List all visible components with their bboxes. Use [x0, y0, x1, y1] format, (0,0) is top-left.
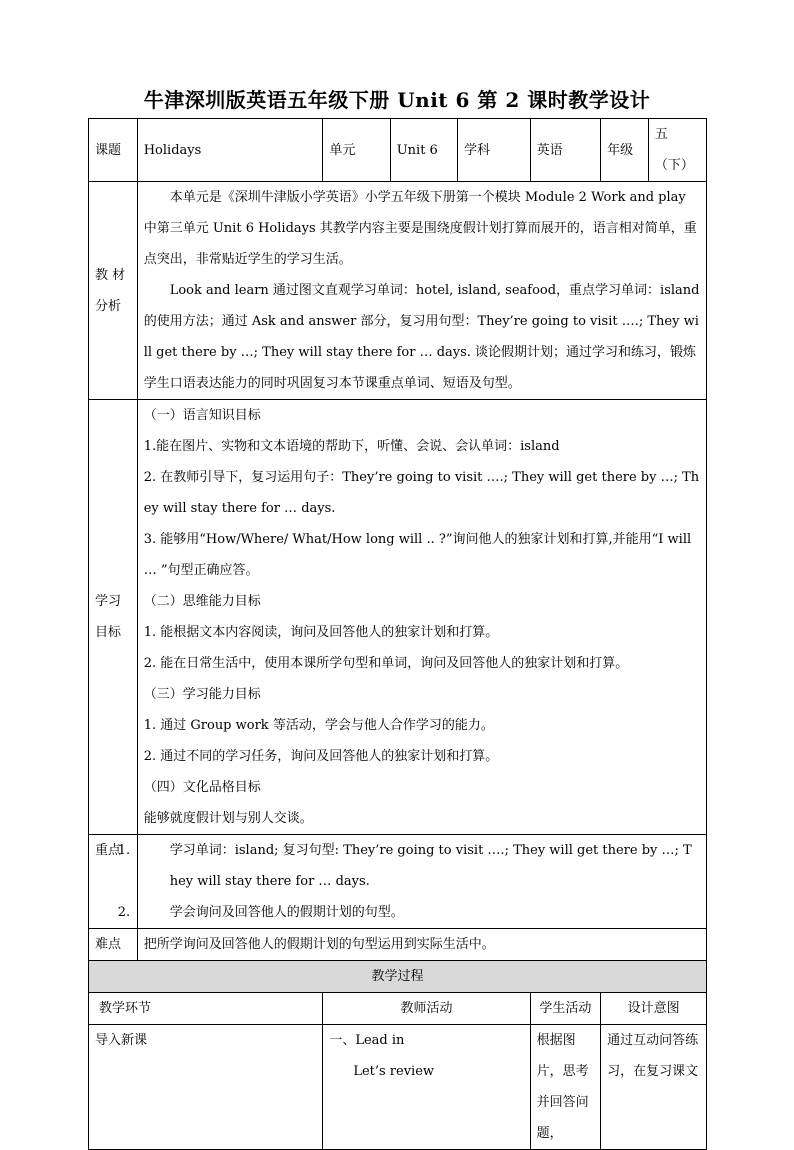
- objective-heading: （二）思维能力目标: [143, 594, 261, 609]
- grade-value: 五（下）: [648, 119, 706, 182]
- difficulty-row: [89, 929, 707, 961]
- process-header-row: [89, 961, 707, 993]
- key-point-text: 学习单词：island; 复习句型: They’re going to visit ….; They will get there by …; They will stay there for … days.: [169, 843, 692, 889]
- objective-item: 1.能在图片、实物和文本语境的帮助下，听懂、会说、会认单词：island: [143, 439, 560, 454]
- key-point-item: [117, 897, 700, 928]
- objective-item: 2. 在教师引导下，复习运用句子：They’re going to visit ….; They will get there by …; They will stay there for … days.: [143, 470, 700, 516]
- key-points-row: [89, 835, 707, 929]
- difficulty-label: 难点: [89, 929, 138, 961]
- objectives-row: [89, 400, 707, 835]
- process-teacher: [323, 1025, 530, 1150]
- process-header: 教学过程: [89, 961, 707, 993]
- subject-label: 学科: [458, 119, 531, 182]
- objective-heading: （四）文化品格目标: [143, 780, 261, 795]
- objective-item: 3. 能够用“How/Where/ What/How long will .. ?”询问他人的独家计划和打算,并能用“I will … ”句型正确应答。: [143, 532, 692, 578]
- column-teacher: 教师活动: [323, 993, 530, 1025]
- objectives-content: [137, 400, 706, 835]
- objective-item: 1. 能根据文本内容阅读，询问及回答他人的独家计划和打算。: [143, 625, 499, 640]
- lesson-plan-table: [88, 118, 707, 1150]
- teacher-activity-line: Let’s review: [353, 1064, 435, 1079]
- objective-heading: （一）语言知识目标: [143, 408, 261, 423]
- key-point-number: 2.: [117, 905, 131, 920]
- grade-label: 年级: [601, 119, 649, 182]
- column-student: 学生活动: [530, 993, 601, 1025]
- process-columns-row: [89, 993, 707, 1025]
- analysis-label: 教 材 分析: [89, 182, 138, 400]
- objective-item: 2. 通过不同的学习任务，询问及回答他人的独家计划和打算。: [143, 749, 499, 764]
- topic-label: 课题: [89, 119, 138, 182]
- analysis-content: [137, 182, 706, 400]
- column-stage: 教学环节: [89, 993, 323, 1025]
- subject-value: 英语: [530, 119, 601, 182]
- key-point-item: [117, 835, 700, 897]
- difficulty-content: 把所学询问及回答他人的假期计划的句型运用到实际生活中。: [137, 929, 706, 961]
- objective-item: 2. 能在日常生活中，使用本课所学句型和单词，询问及回答他人的独家计划和打算。: [143, 656, 629, 671]
- unit-value: Unit 6: [390, 119, 457, 182]
- analysis-row: [89, 182, 707, 400]
- key-points-content: [117, 835, 706, 929]
- objective-item: 1. 通过 Group work 等活动，学会与他人合作学习的能力。: [143, 718, 494, 733]
- analysis-paragraph: 本单元是《深圳牛津版小学英语》小学五年级下册第一个模块 Module 2 Work and play 中第三单元 Unit 6 Holidays 其教学内容主要是围绕度假计划打算而展开的，语言相对简单，重点突出，非常贴近学生的学习生活。: [143, 190, 697, 267]
- unit-label: 单元: [323, 119, 390, 182]
- objectives-label: 学习目标: [89, 400, 138, 835]
- teacher-activity-line: 一、Lead in: [329, 1033, 405, 1048]
- process-stage: 导入新课: [89, 1025, 323, 1150]
- objective-item: 能够就度假计划与别人交谈。: [143, 811, 313, 826]
- process-intent: 通过互动问答练习，在复习课文: [601, 1025, 707, 1150]
- analysis-paragraph: Look and learn 通过图文直观学习单词：hotel, island, seafood，重点学习单词：island 的使用方法；通过 Ask and answer 部分，复习用句型：They’re going to visit ….; They will get there by …; They will stay there for … days. 谈论假期计划；通过学习和练习，锻炼学生口语表达能力的同时巩固复习本节课重点单词、短语及句型。: [143, 283, 700, 391]
- column-intent: 设计意图: [601, 993, 707, 1025]
- key-point-text: 学会询问及回答他人的假期计划的句型。: [169, 905, 404, 920]
- key-points-label: 重点: [89, 835, 138, 929]
- info-row: [89, 119, 707, 182]
- topic-value: Holidays: [137, 119, 323, 182]
- key-point-number: 1.: [117, 843, 131, 858]
- objective-heading: （三）学习能力目标: [143, 687, 261, 702]
- process-student: 根据图片，思考并回答问题，: [530, 1025, 601, 1150]
- process-row: [89, 1025, 707, 1150]
- page-title: 牛津深圳版英语五年级下册 Unit 6 第 2 课时教学设计: [143, 88, 651, 112]
